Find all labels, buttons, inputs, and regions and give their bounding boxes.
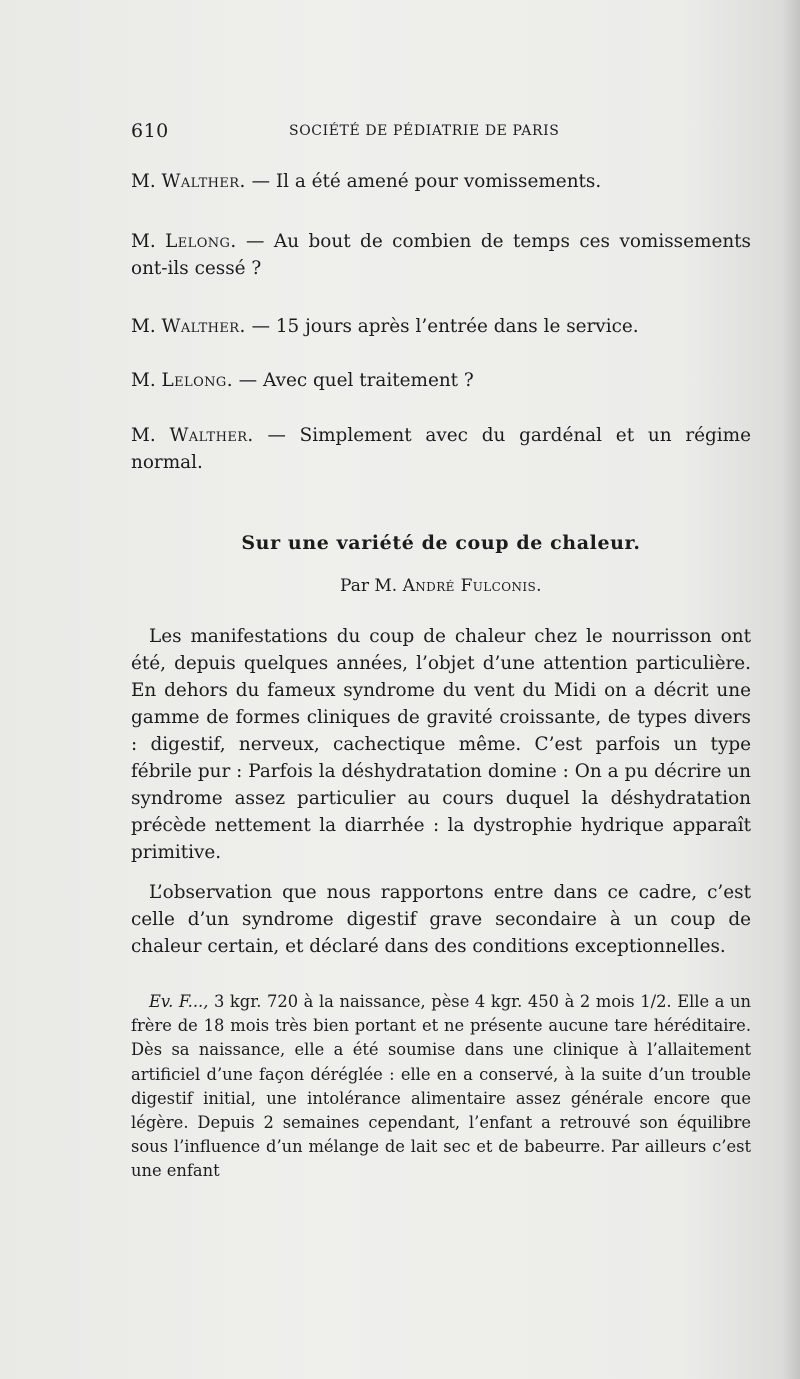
speaker-prefix: M. xyxy=(131,425,156,446)
dialogue-line xyxy=(131,367,751,394)
speaker-prefix: M. xyxy=(131,316,156,337)
dialogue-text: — Au bout de combien de temps ces vomissements ont-ils cessé ? xyxy=(131,231,751,279)
speaker-name: Walther. xyxy=(169,425,254,446)
article-title: Sur une variété de coup de chaleur. xyxy=(241,532,641,554)
body-paragraph: Les manifestations du coup de chaleur chez le nourrisson ont été, depuis quelques années, l’objet d’une attention particulière. En dehors du fameux syndrome du vent du Midi on a décrit une gamme de formes cliniques de gravité croissante, de types divers : digestif, nerveux, cachectique même. C’est parfois un type fébrile pur : Parfois la déshydratation domine : On a pu décrire un syndrome assez particulier au cours duquel la déshydratation précède nettement la diarrhée : la dystrophie hydrique apparaît primitive. xyxy=(131,626,751,863)
speaker-name: Walther. xyxy=(161,171,246,192)
observation-paragraph xyxy=(131,990,751,1184)
dialogue-text: — 15 jours après l’entrée dans le service. xyxy=(245,316,639,337)
dialogue-text: — Avec quel traitement ? xyxy=(232,370,474,391)
speaker-name: Walther. xyxy=(161,316,246,337)
running-title: SOCIÉTÉ DE PÉDIATRIE DE PARIS xyxy=(289,123,560,139)
dialogue-line xyxy=(131,228,751,282)
speaker-name: Lelong. xyxy=(161,370,233,391)
observation-text: 3 kgr. 720 à la naissance, pèse 4 kgr. 450 à 2 mois 1/2. Elle a un frère de 18 mois très bien portant et ne présente aucune tare héréditaire. Dès sa naissance, elle a été soumise dans une clinique à l’allaitement artificiel d’une façon déréglée : elle en a conservé, à la suite d’un trouble digestif initial, une intolérance alimentaire assez générale encore que légère. Depuis 2 semaines cependant, l’enfant a retrouvé son équilibre sous l’influence d’un mélange de lait sec et de babeurre. Par ailleurs c’est une enfant xyxy=(131,992,751,1181)
article-author xyxy=(131,576,751,596)
page-number: 610 xyxy=(131,120,169,142)
dialogue-line xyxy=(131,313,751,340)
dialogue-text: — Il a été amené pour vomissements. xyxy=(245,171,602,192)
author-prefix: Par M. xyxy=(340,576,398,596)
author-name: André Fulconis. xyxy=(402,576,542,596)
dialogue-line xyxy=(131,422,751,476)
patient-id: Ev. F..., xyxy=(149,992,209,1011)
speaker-prefix: M. xyxy=(131,231,156,252)
speaker-name: Lelong. xyxy=(165,231,237,252)
page-header xyxy=(131,120,751,144)
page-edge-shadow xyxy=(782,0,800,1379)
speaker-prefix: M. xyxy=(131,370,156,391)
speaker-prefix: M. xyxy=(131,171,156,192)
body-paragraph: L’observation que nous rapportons entre dans ce cadre, c’est celle d’un syndrome digestif grave secondaire à un coup de chaleur certain, et déclaré dans des conditions exceptionnelles. xyxy=(131,882,751,957)
dialogue-line xyxy=(131,168,751,195)
dialogue-text: — Simplement avec du gardénal et un régime normal. xyxy=(131,425,751,473)
